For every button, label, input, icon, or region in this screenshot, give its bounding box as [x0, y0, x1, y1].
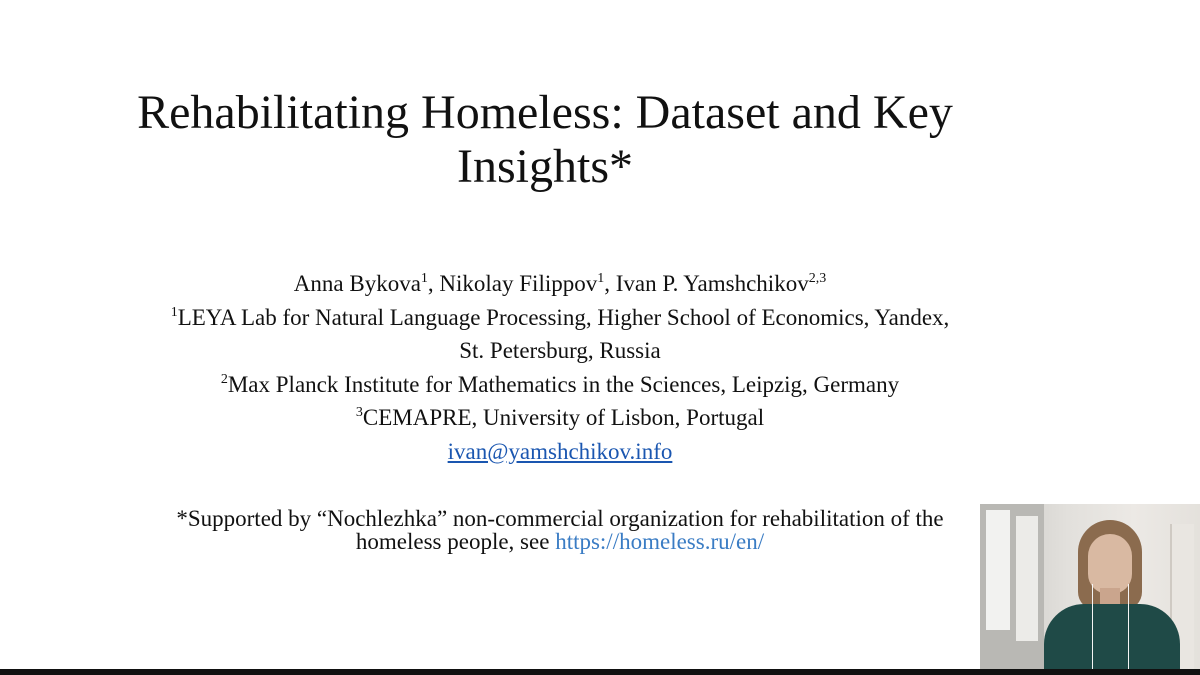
presenter-webcam — [980, 504, 1200, 669]
homeless-url-link[interactable]: https://homeless.ru/en/ — [555, 529, 765, 554]
earphone-cable — [1092, 584, 1093, 669]
footnote-line-2: homeless people, see https://homeless.ru/en/ — [355, 529, 765, 554]
affiliation-line: $^3$CEMAPRE, University of Lisbon, Portugal — [355, 405, 765, 430]
slide-title: Rehabilitating Homeless: Dataset and Key Insights* — [137, 86, 953, 193]
author-name: Anna Bykova — [293, 271, 421, 296]
author-affil-sup: 1 — [420, 271, 428, 286]
earphone-cable — [1128, 584, 1129, 669]
authors-block — [60, 267, 1060, 468]
footnote — [80, 507, 1040, 553]
author-affil-sup: 1 — [597, 271, 605, 286]
email-line — [60, 435, 1060, 469]
affiliation-line: $^2$Max Planck Institute for Mathematics in the Sciences, Leipzig, Germany — [220, 371, 900, 397]
author-line: Anna Bykova$^1$, Nikolay Filippov$^1$, Ivan P. Yamshchikov$^{2,3}$ — [293, 271, 827, 296]
author-affil-sup: 2,3 — [808, 271, 827, 286]
author-name: Nikolay Filippov — [439, 271, 598, 296]
email-link[interactable]: ivan@yamshchikov.info — [447, 438, 673, 464]
presenter-face — [1088, 534, 1132, 594]
footnote-line-1: *Supported by “Nochlezhka” non-commercial organization for rehabilitation of the — [176, 506, 944, 531]
bottom-bar — [0, 669, 1200, 675]
author-name: Ivan P. Yamshchikov — [615, 271, 809, 296]
affiliation-line: St. Petersburg, Russia — [459, 338, 661, 363]
presenter-sweater — [1044, 604, 1180, 669]
affiliation-line: $^1$LEYA Lab for Natural Language Processing, Higher School of Economics, Yandex, — [170, 304, 950, 330]
